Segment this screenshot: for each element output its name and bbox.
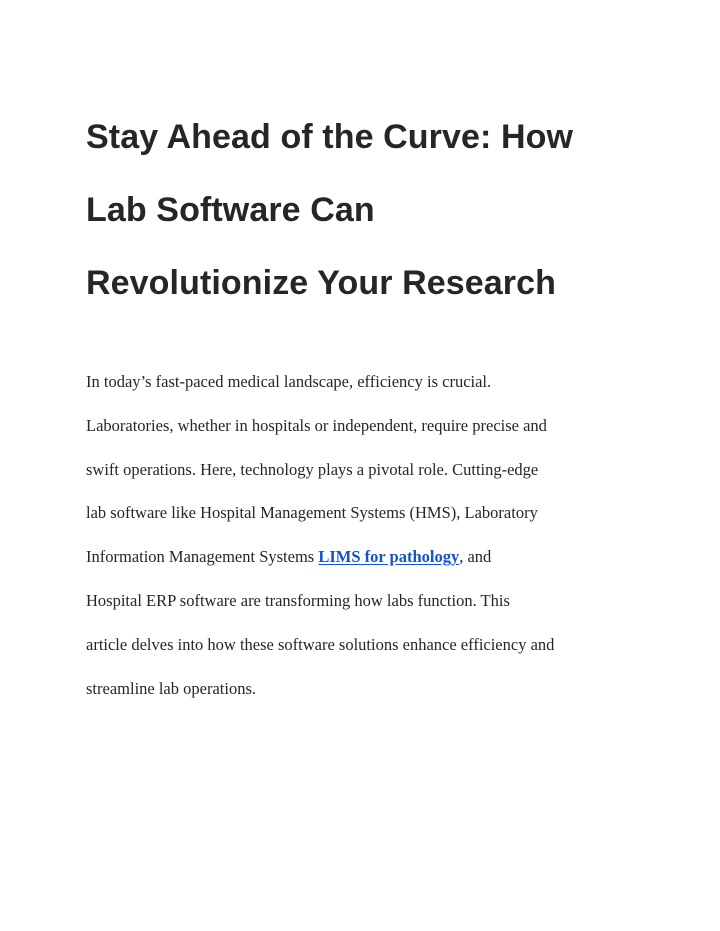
title-line-1: Stay Ahead of the Curve: How: [86, 118, 574, 156]
title-line-3: Revolutionize Your Research: [86, 264, 557, 302]
paragraph-line-8: streamline lab operations.: [86, 678, 256, 698]
paragraph-line-1: In today’s fast-paced medical landscape, efficiency is crucial.: [86, 372, 492, 391]
title-line-2: Lab Software Can: [86, 191, 375, 229]
article-content: [86, 101, 646, 710]
paragraph-line-5-after-link: , and: [459, 547, 492, 567]
lims-pathology-link[interactable]: LIMS for pathology: [318, 547, 460, 567]
intro-paragraph: [86, 360, 646, 710]
paragraph-line-5: [86, 535, 646, 579]
paragraph-line-6: Hospital ERP software are transforming how labs function. This: [86, 590, 510, 610]
article-title: [86, 101, 646, 320]
paragraph-line-7: article delves into how these software solutions enhance efficiency and: [86, 634, 555, 654]
paragraph-line-3: swift operations. Here, technology plays a pivotal role. Cutting-edge: [86, 459, 539, 479]
paragraph-line-2: Laboratories, whether in hospitals or independent, require precise and: [86, 415, 547, 435]
paragraph-line-4: lab software like Hospital Management Systems (HMS), Laboratory: [86, 503, 538, 523]
paragraph-line-5-before-link: Information Management Systems: [86, 547, 319, 567]
